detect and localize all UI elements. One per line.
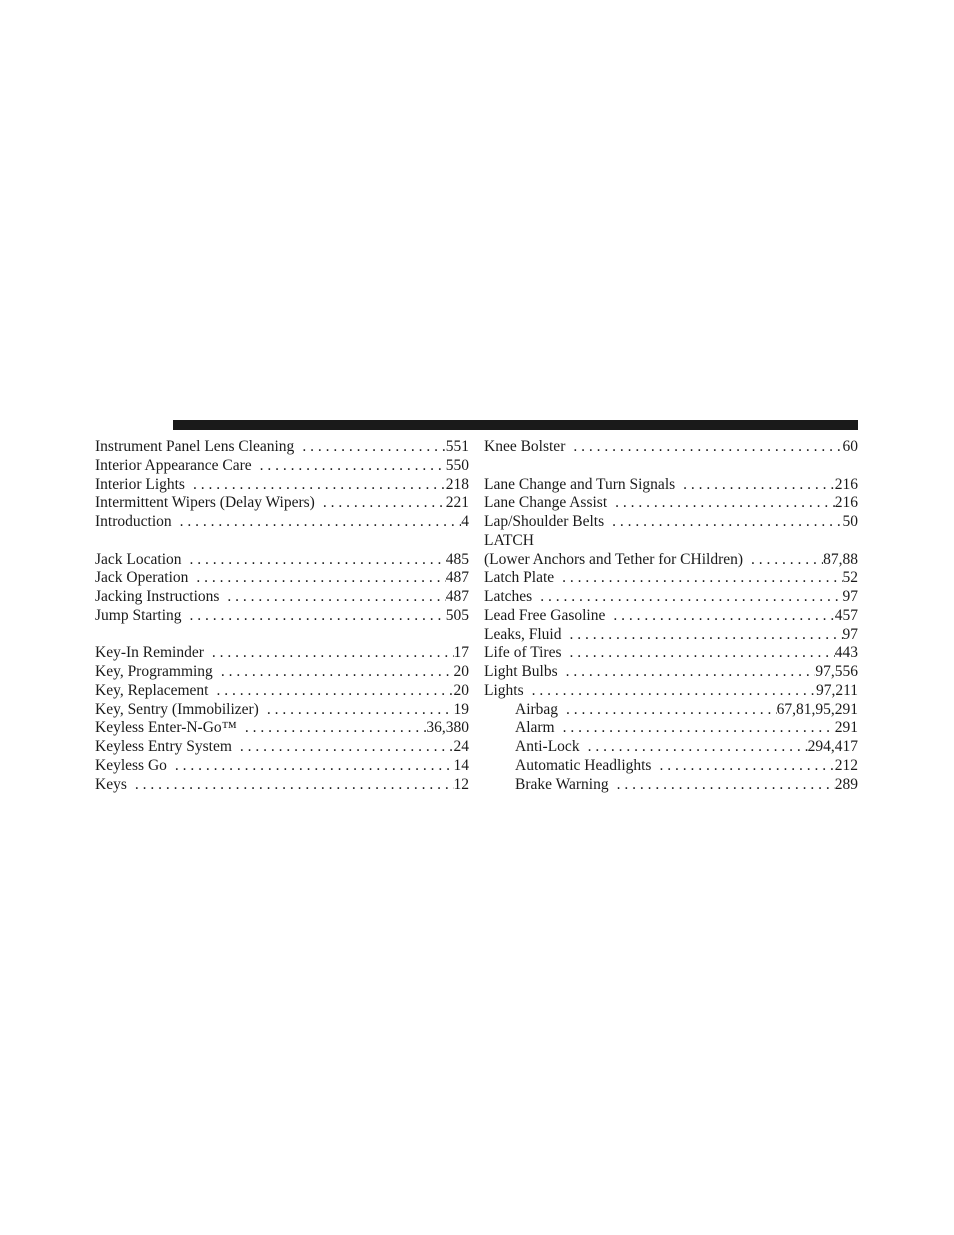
index-entry: Introduction . . . 4 [95,513,469,532]
index-entry: Latches . . . 97 [484,588,858,607]
page-number: 485 [445,550,469,568]
page-number: 24 [453,738,469,755]
index-entry: Keyless Go . . . 14 [95,757,469,776]
index-entry: Key, Sentry (Immobilizer) . . . 19 [95,701,469,720]
index-entry: Light Bulbs . . . 97,556 [484,663,858,682]
page-number: 221 [445,494,469,512]
index-entry: Life of Tires . . . 443 [484,644,858,663]
index-entry: Leaks, Fluid . . . 97 [484,626,858,645]
page-number: 212 [834,756,858,774]
page-number: 17 [453,644,469,662]
index-column-right [484,438,858,794]
index-entry: Latch Plate . . . 52 [484,569,858,588]
page-number: 52 [842,569,858,587]
index-entry: Key, Programming . . . 20 [95,663,469,682]
index-entry: Interior Appearance Care . . . 550 [95,457,469,476]
index-subentry: Alarm . . . 291 [484,719,858,738]
index-entry: Instrument Panel Lens Cleaning . . . 551 [95,438,469,457]
page-number: 97 [842,625,858,643]
letter-gap [484,457,858,476]
index-entry: Lane Change and Turn Signals . . . 216 [484,476,858,495]
page-number: 20 [453,663,469,680]
page-number: 550 [445,456,469,474]
page-number: 12 [453,775,469,793]
index-subentry: Airbag . . . 67,81,95,291 [484,701,858,720]
section-rule [173,420,858,430]
index-entry: Jack Location . . . 485 [95,551,469,570]
page-number: 216 [834,475,858,493]
page-number: 20 [453,681,469,699]
page-number: 87,88 [823,550,858,568]
letter-gap [95,626,469,645]
index-entry: Lane Change Assist . . . 216 [484,494,858,513]
page-number: 50 [842,513,858,530]
page-number: 60 [842,438,858,455]
page-number: 291 [834,719,858,737]
page-number: 36,380 [426,719,469,737]
index-entry: Knee Bolster . . . 60 [484,438,858,457]
index-subentry: Brake Warning . . . 289 [484,776,858,795]
index-entry: Key-In Reminder . . . 17 [95,644,469,663]
page-number: 443 [834,644,858,662]
index-entry: Interior Lights . . . 218 [95,476,469,495]
page-number: 505 [445,606,469,624]
index-column-left [95,438,469,794]
index-subentry: Anti-Lock . . . 294,417 [484,738,858,757]
page-number: 487 [445,588,469,605]
page-number: 4 [461,513,469,530]
page-number: 97,211 [815,681,858,699]
index-entry-heading: LATCH [484,531,534,549]
page-number: 216 [834,494,858,512]
index-entry: Lead Free Gasoline . . . 457 [484,607,858,626]
index-entry: Keyless Entry System . . . 24 [95,738,469,757]
index-entry: Intermittent Wipers (Delay Wipers) . . . 221 [95,494,469,513]
page-number: 19 [453,700,469,718]
index-entry: Jack Operation . . . 487 [95,569,469,588]
index-entry: Key, Replacement . . . 20 [95,682,469,701]
page-number: 294,417 [807,738,858,755]
index-entry: Jump Starting . . . 505 [95,607,469,626]
page-number: 487 [445,569,469,587]
page-number: 67,81,95,291 [776,700,858,718]
index-entry: Keyless Enter-N-Go™ . . . 36,380 [95,719,469,738]
index-entry: Lap/Shoulder Belts . . . 50 [484,513,858,532]
page-number: 14 [453,756,469,774]
page-number: 289 [834,775,858,793]
page-number: 457 [834,606,858,624]
page-number: 551 [445,438,469,455]
index-entry: Lights . . . 97,211 [484,682,858,701]
index-entry: Jacking Instructions . . . 487 [95,588,469,607]
letter-gap [95,532,469,551]
index-entry: Keys . . . 12 [95,776,469,795]
page-number: 97 [842,588,858,605]
index-subentry: Automatic Headlights . . . 212 [484,757,858,776]
page-number: 218 [445,475,469,493]
page-number: 97,556 [815,663,858,680]
index-entry: (Lower Anchors and Tether for CHildren) . . . 87,88 [484,551,858,570]
